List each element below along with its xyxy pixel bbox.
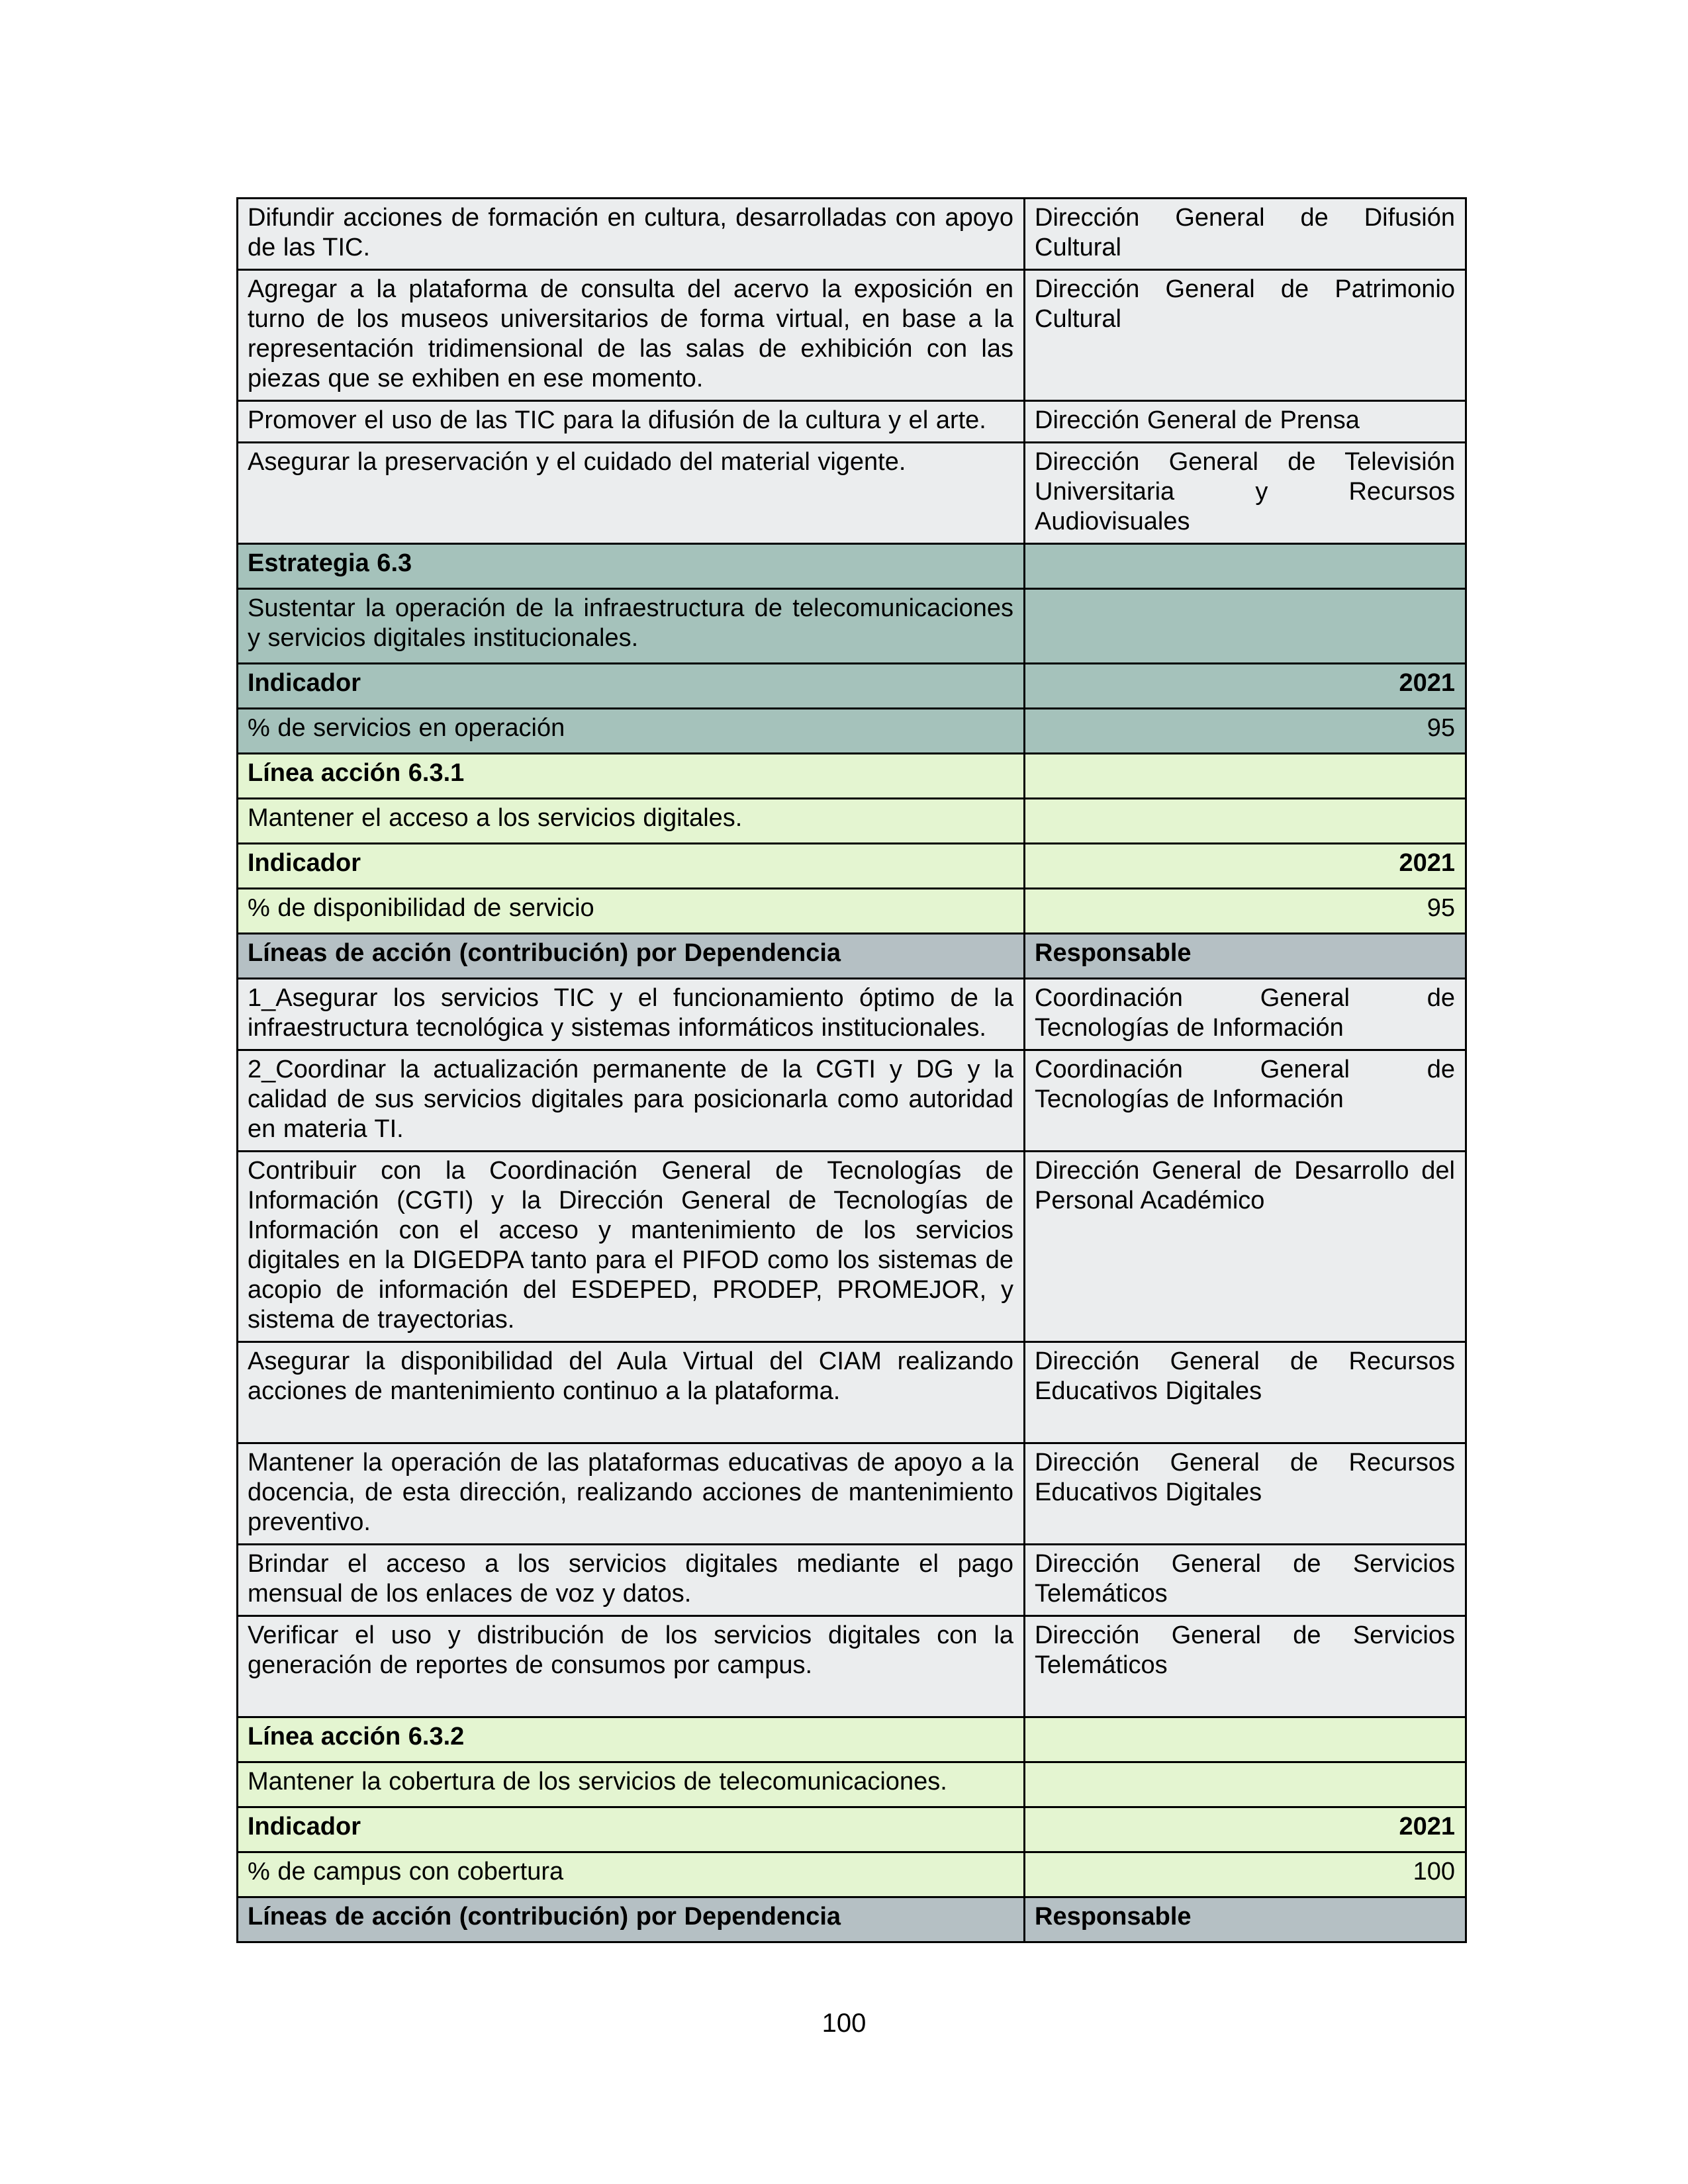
responsible-cell: Dirección General de Televisión Universitaria y Recursos Audiovisuales [1025,443,1466,544]
responsible-cell: Responsable [1025,1897,1466,1942]
table-row [238,709,1466,754]
responsible-cell: 95 [1025,889,1466,934]
action-cell: Líneas de acción (contribución) por Dependencia [238,1897,1025,1942]
responsible-cell [1025,754,1466,799]
responsible-cell: Dirección General de Servicios Telemáticos [1025,1616,1466,1717]
action-cell: Agregar a la plataforma de consulta del acervo la exposición en turno de los museos universitarios de forma virtual, en base a la representación tridimensional de las salas de exhibición con las piezas que se exhiben en ese momento. [238,270,1025,401]
table-row [238,1050,1466,1152]
action-cell: % de disponibilidad de servicio [238,889,1025,934]
table-row [238,544,1466,589]
table-row [238,889,1466,934]
responsible-cell: Responsable [1025,934,1466,979]
responsible-cell: 2021 [1025,664,1466,709]
action-cell: Difundir acciones de formación en cultura, desarrolladas con apoyo de las TIC. [238,199,1025,270]
responsible-cell: Dirección General de Patrimonio Cultural [1025,270,1466,401]
responsible-cell [1025,544,1466,589]
action-cell: Línea acción 6.3.2 [238,1717,1025,1762]
responsible-cell: Dirección General de Recursos Educativos Digitales [1025,1342,1466,1443]
table-row [238,1616,1466,1717]
responsible-cell: Dirección General de Desarrollo del Personal Académico [1025,1152,1466,1342]
table-row [238,199,1466,270]
responsible-cell [1025,1762,1466,1807]
table-row [238,1717,1466,1762]
action-cell: Indicador [238,664,1025,709]
table-row [238,1152,1466,1342]
responsible-cell [1025,799,1466,844]
table-row [238,664,1466,709]
action-cell: 2_Coordinar la actualización permanente de la CGTI y DG y la calidad de sus servicios digitales para posicionarla como autoridad en materia TI. [238,1050,1025,1152]
responsible-cell: 95 [1025,709,1466,754]
action-cell: Indicador [238,1807,1025,1852]
responsible-cell [1025,1717,1466,1762]
table-row [238,1443,1466,1545]
responsible-cell: Dirección General de Servicios Telemáticos [1025,1545,1466,1616]
action-cell: Verificar el uso y distribución de los servicios digitales con la generación de reportes de consumos por campus. [238,1616,1025,1717]
action-cell: Asegurar la disponibilidad del Aula Virtual del CIAM realizando acciones de mantenimiento continuo a la plataforma. [238,1342,1025,1443]
table-row [238,799,1466,844]
table-row [238,1342,1466,1443]
action-cell: Indicador [238,844,1025,889]
responsible-cell: Coordinación General de Tecnologías de Información [1025,1050,1466,1152]
table-row [238,1897,1466,1942]
table-row [238,1762,1466,1807]
action-cell: Líneas de acción (contribución) por Dependencia [238,934,1025,979]
table-row [238,1852,1466,1897]
table-row [238,443,1466,544]
table-row [238,844,1466,889]
table-row [238,979,1466,1050]
action-cell: % de campus con cobertura [238,1852,1025,1897]
responsible-cell: Dirección General de Difusión Cultural [1025,199,1466,270]
responsible-cell: Coordinación General de Tecnologías de Información [1025,979,1466,1050]
table-row [238,589,1466,664]
action-cell: 1_Asegurar los servicios TIC y el funcionamiento óptimo de la infraestructura tecnológica y sistemas informáticos institucionales. [238,979,1025,1050]
table-row [238,1807,1466,1852]
responsible-cell: Dirección General de Recursos Educativos Digitales [1025,1443,1466,1545]
responsible-cell: Dirección General de Prensa [1025,401,1466,443]
table-row [238,754,1466,799]
responsible-cell: 2021 [1025,1807,1466,1852]
table-row [238,401,1466,443]
responsible-cell: 100 [1025,1852,1466,1897]
action-cell: Mantener la cobertura de los servicios de telecomunicaciones. [238,1762,1025,1807]
action-cell: Contribuir con la Coordinación General de Tecnologías de Información (CGTI) y la Dirección General de Tecnologías de Información con el acceso y mantenimiento de los servicios digitales en la DIGEDPA tanto para el PIFOD como los sistemas de acopio de información del ESDEPED, PRODEP, PROMEJOR, y sistema de trayectorias. [238,1152,1025,1342]
table-row [238,270,1466,401]
action-cell: % de servicios en operación [238,709,1025,754]
action-cell: Promover el uso de las TIC para la difusión de la cultura y el arte. [238,401,1025,443]
action-cell: Mantener el acceso a los servicios digitales. [238,799,1025,844]
table-row [238,1545,1466,1616]
action-cell: Asegurar la preservación y el cuidado del material vigente. [238,443,1025,544]
action-cell: Estrategia 6.3 [238,544,1025,589]
table-row [238,934,1466,979]
action-cell: Línea acción 6.3.1 [238,754,1025,799]
responsible-cell: 2021 [1025,844,1466,889]
action-cell: Brindar el acceso a los servicios digitales mediante el pago mensual de los enlaces de voz y datos. [238,1545,1025,1616]
page-number: 100 [821,2009,867,2038]
strategy-table [236,197,1467,1943]
table-body [238,199,1466,1942]
action-cell: Sustentar la operación de la infraestructura de telecomunicaciones y servicios digitales institucionales. [238,589,1025,664]
responsible-cell [1025,589,1466,664]
action-cell: Mantener la operación de las plataformas educativas de apoyo a la docencia, de esta dirección, realizando acciones de mantenimiento preventivo. [238,1443,1025,1545]
